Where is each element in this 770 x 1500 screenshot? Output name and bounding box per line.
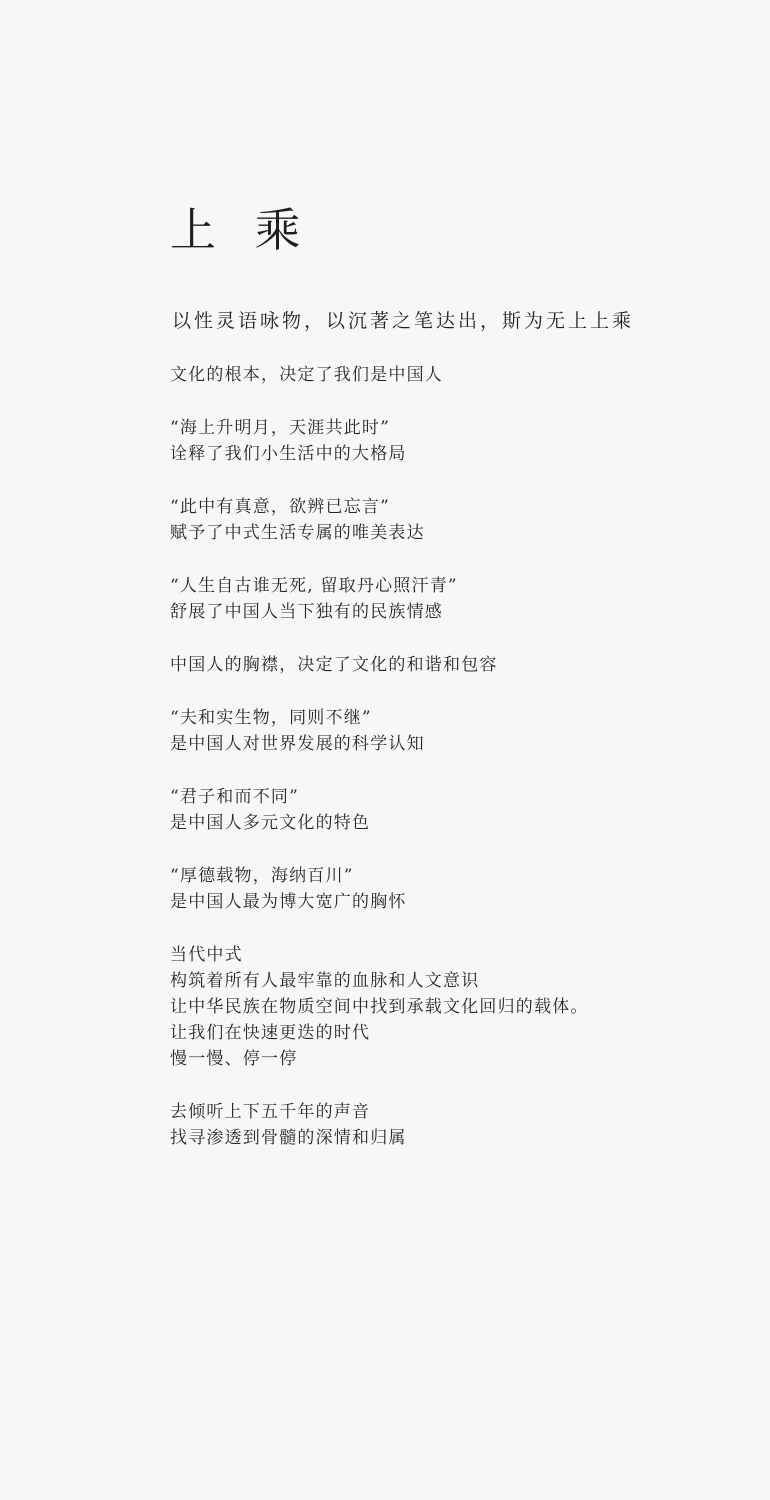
quote-line: “厚德载物，海纳百川”: [170, 866, 354, 886]
paragraph: [170, 494, 730, 546]
quote-line: “人生自古谁无死, 留取丹心照汗青”: [170, 576, 458, 596]
paragraph: [170, 705, 730, 757]
text-line: 当代中式: [170, 945, 243, 965]
text-line: 诠释了我们小生活中的大格局: [170, 444, 407, 464]
paragraph: [170, 362, 730, 388]
text-line: 是中国人最为博大宽广的胸怀: [170, 892, 407, 912]
quote-line: “夫和实生物，同则不继”: [170, 708, 372, 728]
text-line: 中国人的胸襟，决定了文化的和谐和包容: [170, 655, 498, 675]
page-title: 上 乘: [170, 203, 313, 257]
text-line: 是中国人对世界发展的科学认知: [170, 734, 425, 754]
text-line: 是中国人多元文化的特色: [170, 813, 371, 833]
tagline: 以性灵语咏物，以沉著之笔达出，斯为无上上乘: [172, 310, 635, 332]
paragraph: [170, 784, 730, 836]
paragraph: [170, 573, 730, 625]
text-line: 让中华民族在物质空间中找到承载文化回归的载体。: [170, 997, 589, 1017]
text-line: 让我们在快速更迭的时代: [170, 1023, 371, 1043]
paragraph: [170, 1099, 730, 1151]
text-line: 构筑着所有人最牢靠的血脉和人文意识: [170, 971, 480, 991]
paragraph: [170, 652, 730, 678]
paragraph: [170, 942, 730, 1072]
quote-line: “海上升明月，天涯共此时”: [170, 418, 390, 438]
paragraph: [170, 415, 730, 467]
paragraph: [170, 863, 730, 915]
text-line: 赋予了中式生活专属的唯美表达: [170, 523, 425, 543]
text-line: 找寻渗透到骨髓的深情和归属: [170, 1128, 407, 1148]
body-text: [170, 362, 730, 1178]
text-line: 去倾听上下五千年的声音: [170, 1102, 371, 1122]
text-line: 慢一慢、停一停: [170, 1049, 298, 1069]
text-line: 舒展了中国人当下独有的民族情感: [170, 602, 443, 622]
quote-line: “君子和而不同”: [170, 787, 299, 807]
quote-line: “此中有真意，欲辨已忘言”: [170, 497, 390, 517]
text-line: 文化的根本，决定了我们是中国人: [170, 365, 443, 385]
